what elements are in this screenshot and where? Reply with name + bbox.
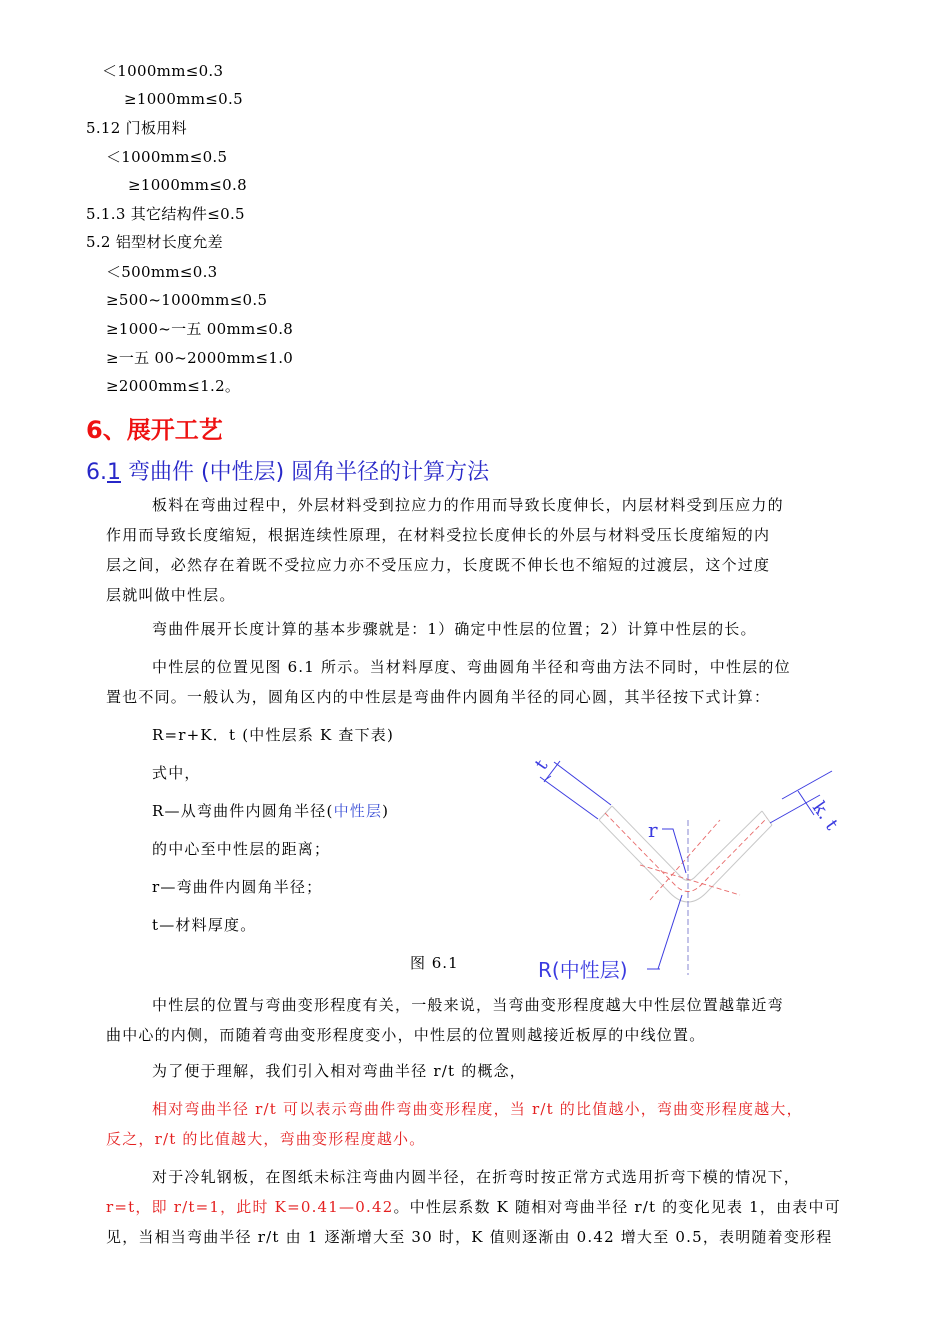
subsection-heading: 5.12 门板用料 [86,119,187,137]
highlighted-paragraph: 相对弯曲半径 r/t 可以表示弯曲件弯曲变形程度，当 r/t 的比值越小，弯曲变形程度越大， 反之，r/t 的比值越大，弯曲变形程度越小。 [106,1100,803,1148]
tolerance-line: ≥1000mm≤0.8 [128,176,247,194]
tolerance-line: ≥2000mm≤1.2。 [106,377,241,395]
formula: R=r+K．t (中性层系 K 查下表) [152,726,395,744]
paragraph: 对于冷轧钢板，在图纸未标注弯曲内圆半径，在折弯时按正常方式选用折弯下模的情况下， r=t，即 r/t=1，此时 K=0.41—0.42。中性层系数 K 随相对弯曲半径 r/t 的变化见表 1，由表中可 见，当相当弯曲半径 r/t 由 1 逐渐增大至 30 时，K 值则逐渐由 0.42 增大至 0.5，表明随着变形程 [106,1168,841,1246]
tolerance-line: ＜1000mm≤0.5 [106,148,228,166]
subsection-heading: 5.1.3 其它结构件≤0.5 [86,205,245,223]
paragraph: 中性层的位置与弯曲变形程度有关，一般来说，当弯曲变形程度越大中性层位置越靠近弯 曲中心的内侧，而随着弯曲变形程度变小，中性层的位置则越接近板厚的中线位置。 [106,996,784,1044]
paragraph: 中性层的位置见图 6.1 所示。当材料厚度、弯曲圆角半径和弯曲方法不同时，中性层的位 置也不同。一般认为，圆角区内的中性层是弯曲件内圆角半径的同心圆，其半径按下式计算： [106,658,791,706]
label-R: R(中性层) [538,958,628,982]
definition-intro: 式中， [152,764,201,782]
tolerance-line: ≥1000~一五 00mm≤0.8 [106,320,294,338]
paragraph: 为了便于理解，我们引入相对弯曲半径 r/t 的概念， [152,1062,526,1080]
figure-caption: 图 6.1 [410,954,459,972]
subsection-title-text: 弯曲件 (中性层) 圆角半径的计算方法 [121,460,490,485]
definition-R: R—从弯曲件内圆角半径(中性层) [152,802,390,820]
section-heading: 6、展开工艺 [86,416,223,444]
tolerance-line: ＜1000mm≤0.3 [102,62,224,80]
bend-diagram [520,745,850,985]
definition-R-continued: 的中心至中性层的距离； [152,840,331,858]
section-number: 6.1 [86,460,121,485]
definition-r: r—弯曲件内圆角半径； [152,878,323,896]
paragraph: 板料在弯曲过程中，外层材料受到拉应力的作用而导致长度伸长，内层材料受到压应力的 作用而导致长度缩短，根据连续性原理，在材料受拉长度伸长的外层与材料受压长度缩短的内 层之间，必然存在着既不受拉应力亦不受压应力，长度既不伸长也不缩短的过渡层，这个过度 层就叫做中性层。 [106,496,784,604]
label-r: r [648,818,658,842]
label-t: t [530,755,553,774]
subsection-heading: 5.2 铝型材长度允差 [86,233,223,251]
tolerance-line: ≥500~1000mm≤0.5 [106,291,268,309]
tolerance-line: ≥一五 00~2000mm≤1.0 [106,349,294,367]
definition-t: t—材料厚度。 [152,916,257,934]
paragraph: 弯曲件展开长度计算的基本步骤就是：1）确定中性层的位置；2）计算中性层的长。 [152,620,757,638]
tolerance-line: ＜500mm≤0.3 [106,263,218,281]
tolerance-line: ≥1000mm≤0.5 [124,90,243,108]
label-kt: k. t [807,797,843,835]
subsection-title [86,458,489,488]
